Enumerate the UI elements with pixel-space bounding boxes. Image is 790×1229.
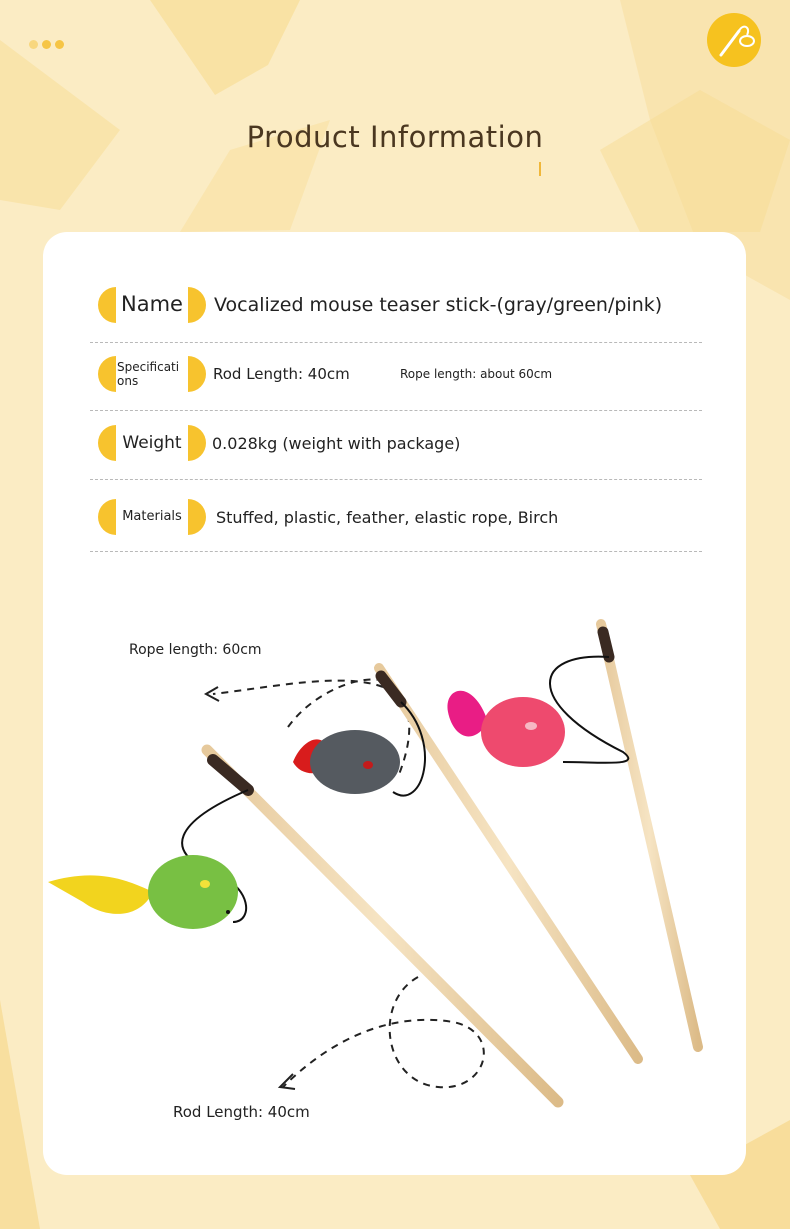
value-rope-length: Rope length: about 60cm bbox=[400, 367, 553, 381]
value-name: Vocalized mouse teaser stick-(gray/green/pink) bbox=[214, 294, 663, 316]
product-info-card bbox=[43, 232, 746, 1175]
value-weight: 0.028kg (weight with package) bbox=[212, 433, 461, 453]
label-name: Name bbox=[121, 292, 183, 317]
title-accent-mark bbox=[539, 162, 541, 176]
pink-mouse bbox=[447, 691, 565, 767]
decorative-dots bbox=[29, 40, 64, 49]
label-weight: Weight bbox=[122, 432, 182, 453]
rope-length-annotation: Rope length: 60cm bbox=[129, 642, 262, 658]
gray-mouse bbox=[293, 730, 400, 794]
value-rod-length: Rod Length: 40cm bbox=[213, 365, 350, 383]
value-materials: Stuffed, plastic, feather, elastic rope, Birch bbox=[216, 507, 559, 527]
dot bbox=[42, 40, 51, 49]
product-photo bbox=[43, 232, 746, 1175]
dot bbox=[55, 40, 64, 49]
green-mouse bbox=[48, 855, 238, 929]
label-specifications: Specificati ons bbox=[117, 359, 180, 388]
dot bbox=[29, 40, 38, 49]
page-title: Product Information bbox=[246, 120, 544, 154]
label-materials: Materials bbox=[122, 509, 182, 525]
rod-1 bbox=[207, 750, 558, 1102]
cat-toy-icon bbox=[707, 13, 761, 67]
rod-3 bbox=[601, 624, 698, 1047]
rod-length-annotation: Rod Length: 40cm bbox=[173, 1103, 310, 1121]
